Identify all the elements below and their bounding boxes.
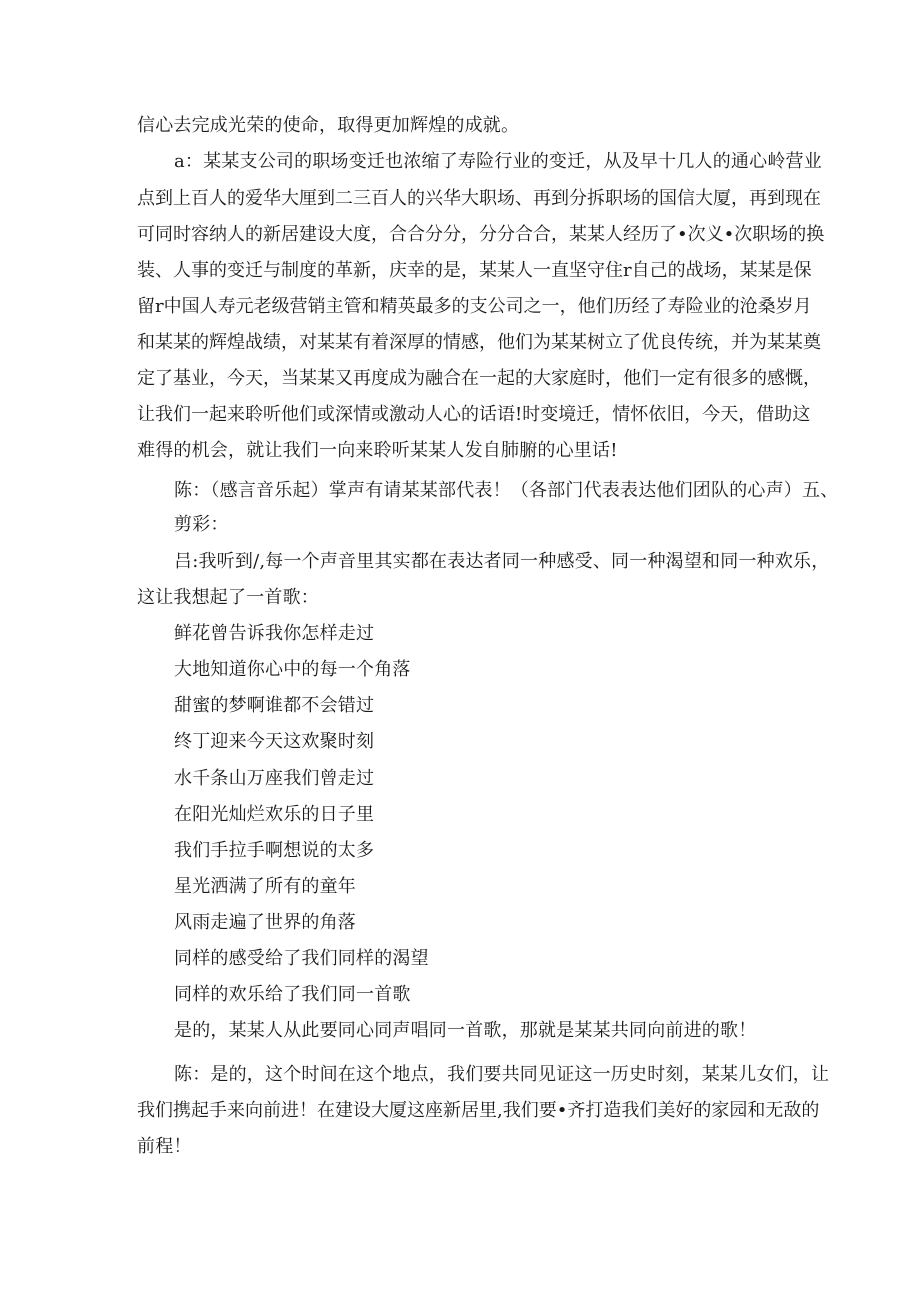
paragraph-line: 和某某的辉煌战绩，对某某有着深厚的情感，他们为某某树立了优良传统，并为某某奠	[137, 332, 821, 353]
paragraph-line: 我们携起手来向前进！在建设大厦这座新居里,我们要•齐打造我们美好的家园和无敌的	[137, 1100, 820, 1121]
lyric-line: 在阳光灿烂欢乐的日子里	[174, 804, 375, 825]
paragraph-line: a：某某支公司的职场变迁也浓缩了寿险行业的变迁，从及早十几人的通心岭营业	[174, 151, 822, 172]
paragraph-line: 装、人事的变迁与制度的革新，庆幸的是，某某人一直坚守住r自己的战场，某某是保	[137, 260, 812, 281]
paragraph-line: 信心去完成光荣的使命，取得更加辉煌的成就。	[137, 115, 520, 136]
paragraph-line: 是的，某某人从此要同心同声唱同一首歌，那就是某某共同向前进的歌！	[174, 1020, 757, 1041]
lyric-line: 水千条山万座我们曾走过	[174, 768, 375, 789]
lyric-line: 同样的感受给了我们同样的渴望	[174, 948, 429, 969]
paragraph-line: 前程！	[137, 1136, 192, 1157]
paragraph-line: 让我们一起来聆听他们或深情或激动人心的话语!时变境迁，情怀依旧，今天，借助这	[137, 404, 811, 425]
lyric-line: 我们手拉手啊想说的太多	[174, 840, 375, 861]
paragraph-line: 这让我想起了一首歌：	[137, 587, 319, 608]
lyric-line: 甜蜜的梦啊谁都不会错过	[174, 695, 375, 716]
lyric-line: 风雨走遍了世界的角落	[174, 912, 356, 933]
paragraph-line: 定了基业，今天，当某某又再度成为融合在一起的大家庭时，他们一定有很多的感慨，	[137, 368, 821, 389]
paragraph-line: 点到上百人的爱华大厘到二三百人的兴华大职场、再到分拆职场的国信大厦，再到现在	[137, 188, 821, 209]
lyric-line: 同样的欢乐给了我们同一首歌	[174, 984, 411, 1005]
paragraph-line: 陈：（感言音乐起）掌声有请某某部代表！（各部门代表表达他们团队的心声）五、	[174, 480, 839, 501]
paragraph-line: 难得的机会，就让我们一向来聆听某某人发自肺腑的心里话!	[137, 440, 618, 461]
lyric-line: 终丁迎来今天这欢聚时刻	[174, 731, 375, 752]
paragraph-line: 可同时容纳人的新居建设大度，合合分分，分分合合，某某人经历了•次义•次职场的换	[137, 224, 825, 245]
paragraph-line: 吕:我听到/,每一个声音里其实都在表达者同一种感受、同一种渴望和同一种欢乐，	[174, 551, 830, 572]
section-heading: 剪彩：	[174, 514, 229, 535]
paragraph-line: 留r中国人寿元老级营销主管和精英最多的支公司之一，他们历经了寿险业的沧桑岁月	[137, 296, 812, 317]
lyric-line: 大地知道你心中的每一个角落	[174, 659, 411, 680]
lyric-line: 星光洒满了所有的童年	[174, 876, 356, 897]
paragraph-line: 陈：是的，这个时间在这个地点，我们要共同见证这一历史时刻，某某儿女们，让	[174, 1064, 830, 1085]
lyric-line: 鲜花曾告诉我你怎样走过	[174, 623, 375, 644]
